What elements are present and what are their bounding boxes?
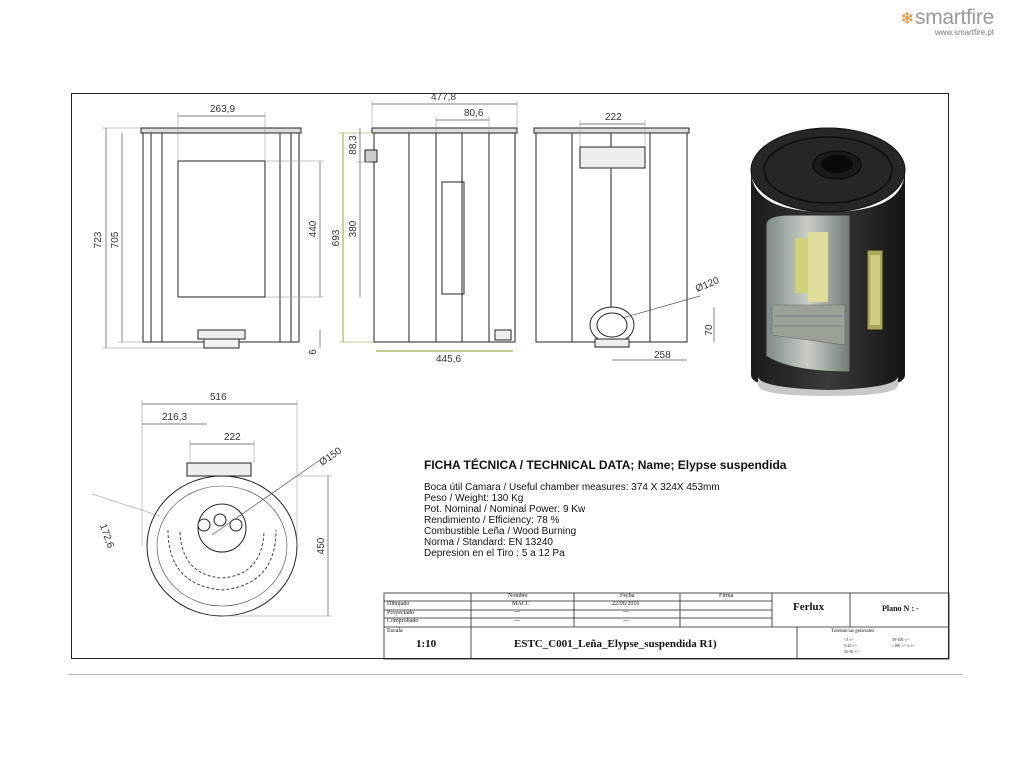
dim-front-base: 6 [308,349,319,355]
plano-number: Plano N : - [882,604,919,613]
col-nombre: Nombre [508,593,528,599]
dim-front-width: 263,9 [210,104,236,115]
spec-line: Combustible Leña / Wood Burning [424,526,577,537]
back-view [534,120,714,360]
dim-back-pipe-dia: Ø120 [694,275,721,295]
dim-front-height-total: 723 [93,231,104,249]
dim-front-right-height: 440 [308,220,319,238]
dim-plan-handle-width: 222 [224,432,241,443]
side-view [339,100,517,351]
tolerancias-title: Tolerancias generales [831,629,875,634]
tolerance-1: <5 +/- [844,637,854,642]
drawing-number: ESTC_C001_Leña_Elypse_suspendida R1) [514,638,717,650]
plan-view [92,400,332,616]
dim-plan-side-depth: 172,6 [96,522,116,550]
tolerance-2: 5-25 +/- [844,643,858,648]
dim-back-top-width: 222 [605,112,622,123]
row-proyectado: Proyectado [387,610,414,616]
dim-side-top-height: 88,3 [348,135,359,155]
dim-plan-offset: 216,3 [162,412,188,423]
dim-side-total-height: 693 [331,229,342,247]
spec-line: Norma / Standard: EN 13240 [424,537,553,548]
tolerance-3: 25-50 +/- [844,649,860,654]
tolerance-5: >100 +/- ± +/- [892,643,915,648]
stove-render [751,128,905,396]
comprobado-nombre: --- [514,618,520,624]
spec-line: Rendimiento / Efficiency: 78 % [424,515,560,526]
spec-line: Peso / Weight: 130 Kg [424,493,524,504]
dibujado-fecha: 22/06/2016 [612,601,640,607]
dim-side-width: 477,8 [431,92,457,103]
col-fecha: Fecha [620,593,635,599]
brand-url: www.smartfire.pt [934,28,994,37]
dim-side-height-380: 380 [348,220,359,238]
proyectado-nombre: --- [514,609,520,615]
spec-line: Pot. Nominal / Nominal Power: 9 Kw [424,504,586,515]
tolerance-4: 50-100 +/- [892,637,910,642]
dim-back-pipe-offset: 258 [654,350,671,361]
row-dibujado: Dibujado [387,601,410,607]
dim-front-height-body: 705 [110,231,121,249]
col-firma: Firma [719,593,734,599]
title-block [384,593,949,659]
dim-plan-width: 516 [210,392,227,403]
escala-value: 1:10 [416,638,437,650]
company-name: Ferlux [793,601,825,613]
brand-name: ❄smartfire [900,6,994,29]
dim-plan-depth: 450 [316,537,327,555]
spec-line: Boca útil Camara / Useful chamber measures: 374 X 324X 453mm [424,482,720,493]
specs-title: FICHA TÉCNICA / TECHNICAL DATA; Name; Elypse suspendida [424,458,787,472]
technical-specs [424,458,844,559]
comprobado-fecha: --- [623,618,629,624]
dim-side-base-width: 445,6 [436,354,462,365]
row-comprobado: Comprobado [387,618,419,624]
dibujado-nombre: MACC [512,601,530,607]
proyectado-fecha: --- [623,609,629,615]
dim-side-top-offset: 80,6 [464,108,484,119]
escala-label: Escala [387,628,403,634]
spec-line: Depresion en el Tiro : 5 a 12 Pa [424,548,565,559]
flame-icon: ❄ [900,9,915,28]
front-view [102,112,324,348]
dim-plan-outlet-dia: Ø150 [317,445,344,469]
dim-back-pipe-height: 70 [704,324,715,336]
